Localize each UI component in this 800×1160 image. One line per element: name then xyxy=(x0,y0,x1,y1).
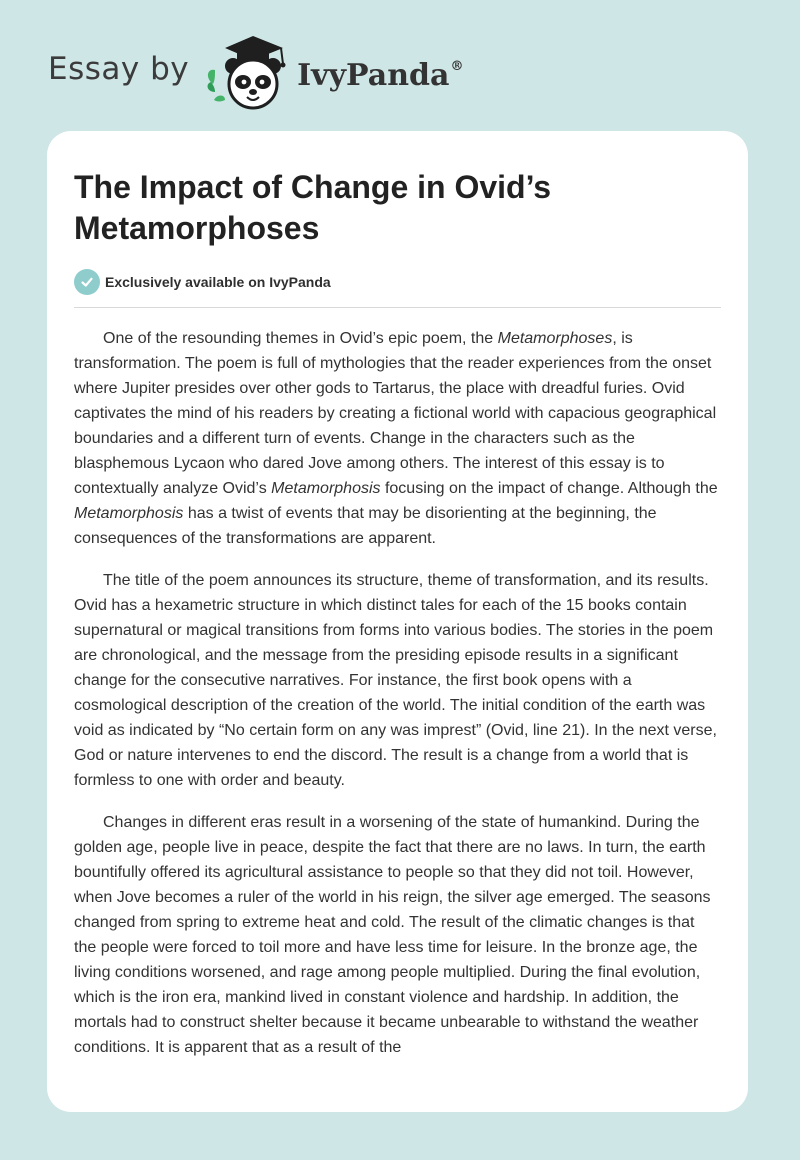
essay-body xyxy=(74,326,721,1060)
exclusive-badge xyxy=(74,269,721,295)
italic-title-run: Metamorphosis xyxy=(271,480,381,497)
panda-logo-icon[interactable] xyxy=(203,32,295,112)
essay-paragraph xyxy=(74,326,721,551)
brand-text: IvyPanda xyxy=(297,57,450,93)
text-run: , is transformation. The poem is full of mythologies that the reader experiences from the onset where Jupiter presides over other gods to Tartarus, the place with dreadful furies. Ovid captivates the mind of his readers by creating a fictional world with capacious geographical boundaries and a different turn of events. Change in the characters such as the blasphemous Lycaon who dared Jove among others. The interest of this essay is to contextually analyze Ovid’s xyxy=(74,330,717,497)
check-circle-icon xyxy=(74,269,100,295)
italic-title-run: Metamorphosis xyxy=(74,505,184,522)
registered-mark: ® xyxy=(450,58,464,74)
essay-paragraph xyxy=(74,568,721,793)
essay-title: The Impact of Change in Ovid’s Metamorphoses xyxy=(74,169,552,246)
text-run: The title of the poem announces its structure, theme of transformation, and its results. Ovid has a hexametric structure in which distinct tales for each of the 15 books contain supernatural or magical transitions from forms into various bodies. The stories in the poem are chronological, and the message from the presiding episode results in a significant change for the consecutive narratives. For instance, the first book opens with a cosmological description of the creation of the world. The initial condition of the earth was void as indicated by “No certain form on any was imprest” (Ovid, line 21). In the next verse, God or nature intervenes to end the discord. The result is a change from a world that is formless to one with order and beauty. xyxy=(74,572,717,789)
site-header xyxy=(48,32,463,112)
essay-card xyxy=(47,131,748,1112)
divider xyxy=(74,307,721,308)
text-run: One of the resounding themes in Ovid’s epic poem, the xyxy=(103,330,498,347)
italic-title-run: Metamorphoses xyxy=(497,330,613,347)
exclusive-label: Exclusively available on IvyPanda xyxy=(105,274,331,290)
brand-name[interactable] xyxy=(297,58,463,93)
essay-by-label: Essay by xyxy=(48,51,190,87)
text-run: has a twist of events that may be disorienting at the beginning, the consequences of the transformations are apparent. xyxy=(74,505,657,547)
text-run: focusing on the impact of change. Although the xyxy=(380,480,718,497)
essay-paragraph xyxy=(74,810,721,1060)
text-run: Changes in different eras result in a worsening of the state of humankind. During the golden age, people live in peace, despite the fact that there are no laws. In turn, the earth bountifully offered its agricultural assistance to people so that they did not toil. However, when Jove becomes a ruler of the world in his reign, the silver age emerged. The seasons changed from spring to extreme heat and cold. The result of the climatic changes is that the people were forced to toil more and have less time for leisure. In the bronze age, the living conditions worsened, and rage among people multiplied. During the final evolution, which is the iron era, mankind lived in constant violence and hardship. In addition, the mortals had to construct shelter because it became unbearable to withstand the weather conditions. It is apparent that as a result of the xyxy=(74,814,711,1056)
